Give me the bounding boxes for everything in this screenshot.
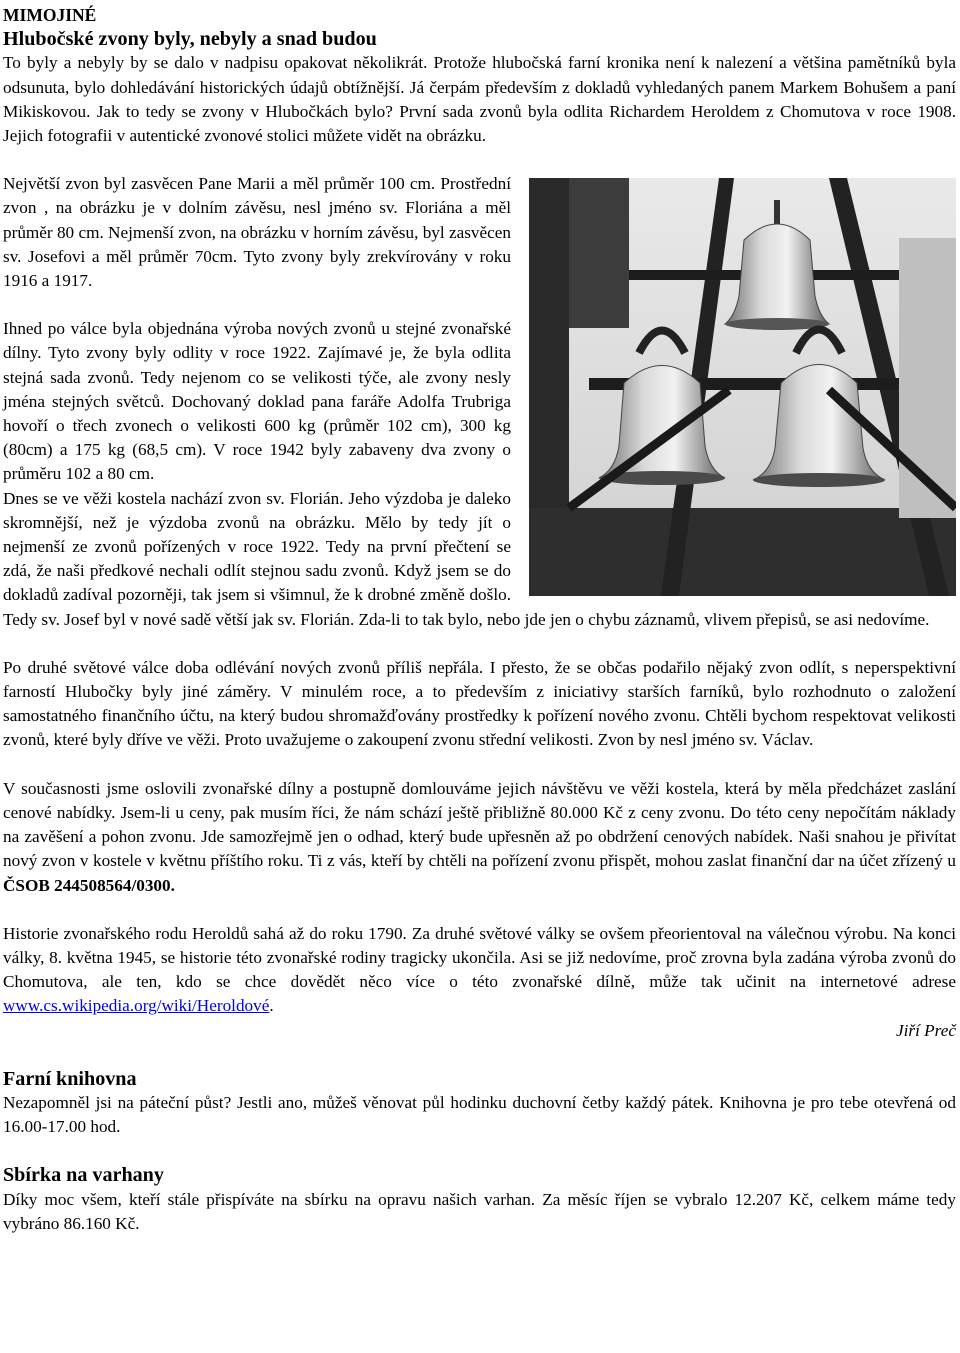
fundraising-paragraph xyxy=(3,777,956,898)
bells-photo xyxy=(529,178,956,596)
library-text: Nezapomněl jsi na páteční půst? Jestli ano, můžeš věnovat půl hodinku duchovní četby každý pátek. Knihovna je pro tebe otevřená od 16.00-17.00 hod. xyxy=(3,1092,956,1137)
section-title: MIMOJINÉ xyxy=(3,5,97,25)
history-paragraph: Historie zvonařského rodu Heroldů sahá až do roku 1790. Za druhé světové války se ovšem přeorientoval na válečnou výrobu. Na konci války, 8. května 1945, se historie této zvonařské rodiny tragicky ukončila. Asi se již nedovíme, proč zrovna byla zadána výroba zvonů do Chomutova, ale ten, kdo se chce dovědět něco více o této zvonařské dílně, může tak učinit na internetové adrese www.cs.wikipedia.org/wiki/Heroldové. xyxy=(3,923,956,1016)
bells-first-set-paragraph: Největší zvon byl zasvěcen Pane Marii a měl průměr 100 cm. Prostřední zvon , na obrázku je v dolním závěsu, nesl jméno sv. Floriána a měl průměr 80 cm. Nejmenší zvon, na obrázku v horním závěsu, byl zasvěcen sv. Josefovi a měl průměr 70cm. Tyto zvony byly zrekvírovány v roku 1916 a 1917. xyxy=(3,174,511,291)
bank-account: ČSOB 244508564/0300. xyxy=(3,875,175,895)
library-title: Farní knihovna xyxy=(3,1067,137,1090)
article-intro-paragraph: To byly a nebyly by se dalo v nadpisu opakovat několikrát. Protože hlubočská farní kronika není k nalezení a většina pamětníků byla odsunuta, bylo dohledávání historických údajů obtížnější. Já čerpám především z dokladů vyhledaných panem Markem Bohušem a paní Mikiskovou. Jak to tedy se zvony v Hlubočkách bylo? První sada zvonů byla odlita Richardem Heroldem z Chomutova v roce 1908. Jejich fotografii v autentické zvonové stolici můžete vidět na obrázku. xyxy=(3,53,956,146)
bells-second-set-paragraph: Ihned po válce byla objednána výroba nových zvonů u stejné zvonařské dílny. Tyto zvony byly odlity v roce 1922. Zajímavé je, že byla odlita stejná sada zvonů. Tedy nejenom co se velikosti týče, ale zvony nesly jména stejných světců. Dochovaný doklad pana faráře Adolfa Trubriga hovoří o třech zvonech o velikosti 600 kg (průměr 102 cm), 300 kg (80cm) a 175 kg (68,5 cm). V roce 1942 byly zabaveny dva zvony o průměru 102 a 80 cm. xyxy=(3,319,511,484)
newsletter-page xyxy=(3,3,956,1236)
author-signature: Jiří Preč xyxy=(896,1020,956,1040)
wikipedia-link[interactable]: www.cs.wikipedia.org/wiki/Heroldové xyxy=(3,996,270,1016)
current-bell-paragraph: Dnes se ve věži kostela nachází zvon sv. Florián. Jeho výzdoba je daleko skromnější, než je výzdoba zvonů na obrázku. Mělo by tedy jít o nejmenší ze zvonů pořízených v roce 1922. Tedy na první přečtení se zdá, že naši předkové nechali odlít stejnou sadu zvonů. Když jsem se do dokladů zadíval pozorněji, tak jsem si všimnul, že k drobné změně došlo. Tedy sv. Josef byl v nové sadě větší jak sv. Florián. Zda-li to tak bylo, nebo jde jen o chybu záznamů, vlivem přepisů, se asi nedovíme. xyxy=(3,488,930,629)
article-title: Hlubočské zvony byly, nebyly a snad budou xyxy=(3,28,377,51)
organ-title: Sbírka na varhany xyxy=(3,1164,164,1187)
bells-illustration-icon xyxy=(529,178,956,596)
history-text: Historie zvonařského rodu Heroldů sahá až do roku 1790. Za druhé světové války se ovšem přeorientoval na válečnou výrobu. Na konci války, 8. května 1945, se historie této zvonařské rodiny tragicky ukončila. Asi se již nedovíme, proč zrovna byla zadána výroba zvonů do Chomutova, ale ten, kdo se chce dovědět něco více o této zvonařské dílně, může tak učinit na internetové adrese xyxy=(3,923,956,992)
fundraising-text: V současnosti jsme oslovili zvonařské dílny a postupně domlouváme jejich návštěvu ve věži kostela, která by měla předcházet zaslání cenové nabídky. Jsem-li u ceny, pak musím říci, že nám schází ještě přibližně 80.000 Kč z ceny zvonu. Do této ceny nepočítám náklady na zavěšení a pohon zvonu. Jde samozřejmě jen o odhad, který bude upřesněn až po obdržení cenových nabídek. Naši snahou je přivítat nový zvon v kostele v květnu příštího roku. Ti z vás, kteří by chtěli na pořízení zvonu přispět, mohou zaslat finanční dar na účet zřízený u xyxy=(3,778,956,871)
postwar-paragraph: Po druhé světové válce doba odlévání nových zvonů příliš nepřála. I přesto, že se občas podařilo nějaký zvon odlít, s neperspektivní farností Hlubočky byly jiné záměry. V minulém roce, a to především z iniciativy starších farníků, bylo rozhodnuto o založení samostatného finančního účtu, na který budou shromažďovány prostředky k pořízení nového zvonu. Chtěli bychom respektovat velikosti zvonů, které byly dříve ve věži. Proto uvažujeme o zakoupení zvonu střední velikosti. Zvon by nesl jméno sv. Václav. xyxy=(3,657,956,750)
organ-text: Díky moc všem, kteří stále přispíváte na sbírku na opravu našich varhan. Za měsíc říjen se vybralo 12.207 Kč, celkem máme tedy vybráno 86.160 Kč. xyxy=(3,1189,956,1233)
